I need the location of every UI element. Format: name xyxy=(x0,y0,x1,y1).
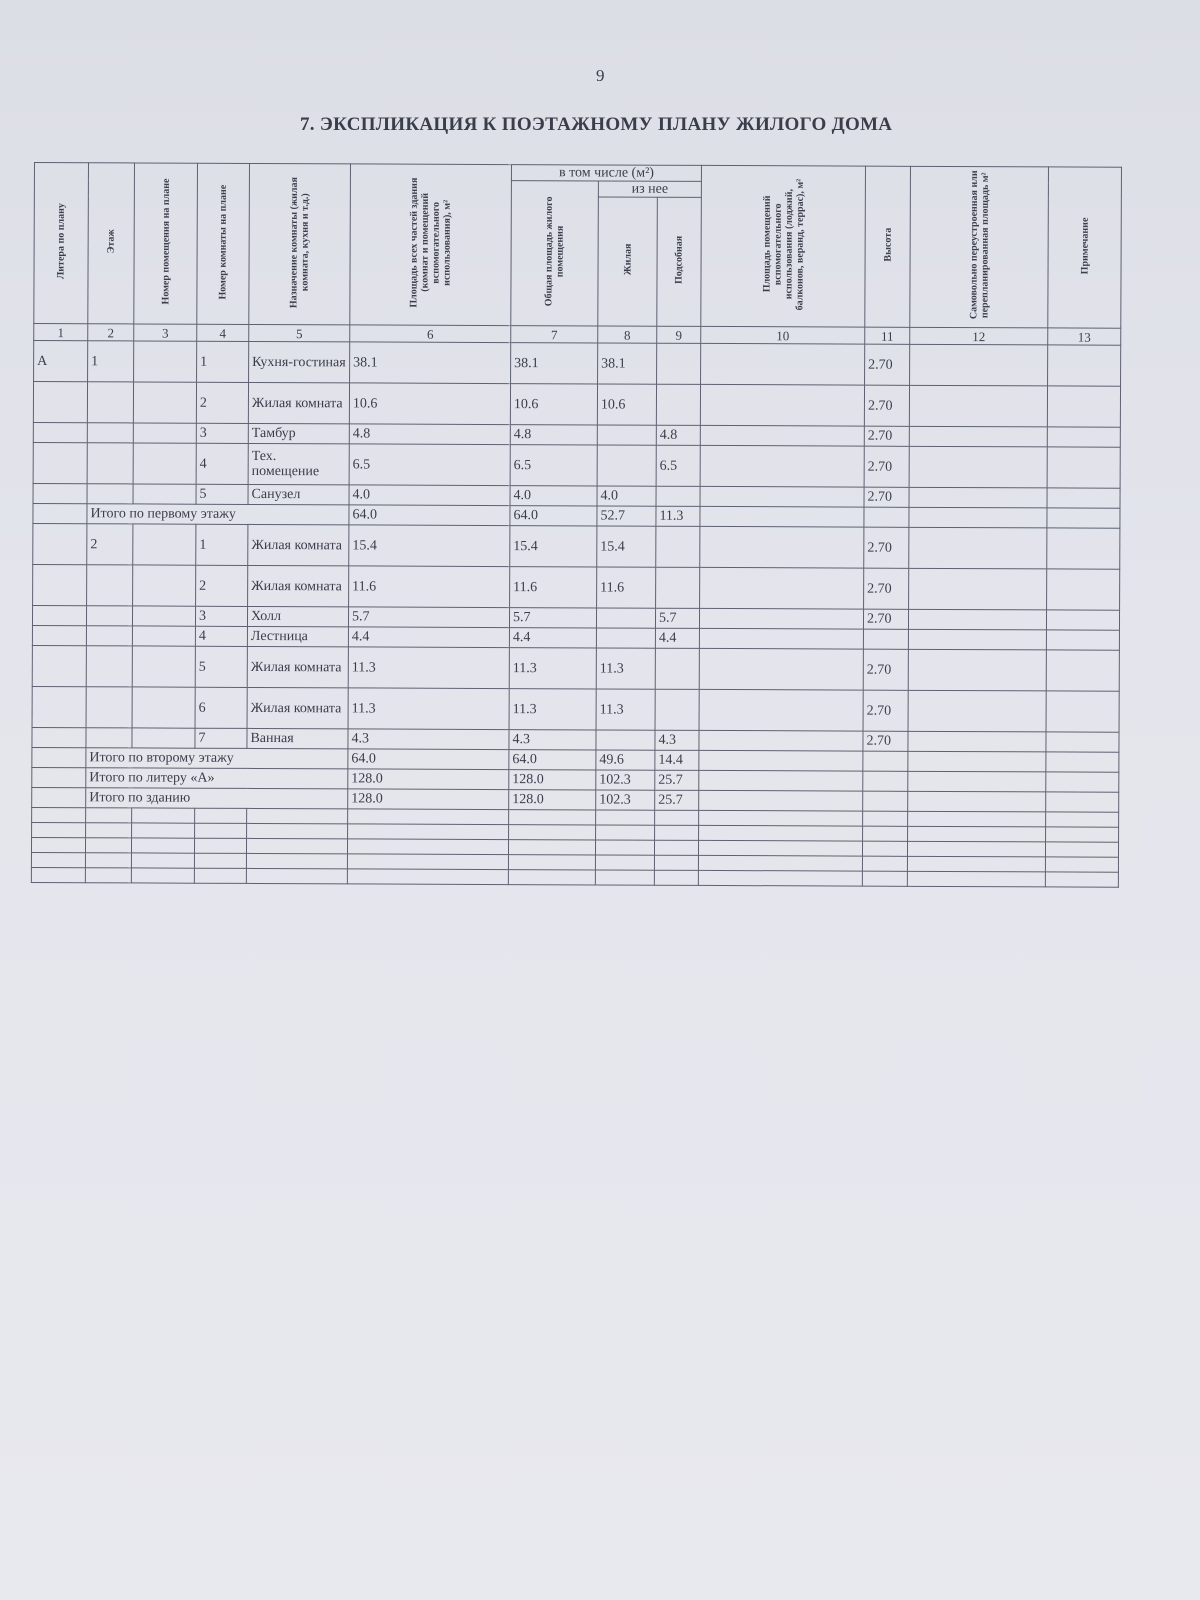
header-liter: Литера по плану xyxy=(34,163,89,324)
table-row: 3 Холл 5.7 5.7 5.7 2.70 xyxy=(32,605,1119,630)
table-row: 2 Жилая комната 10.6 10.6 10.6 2.70 xyxy=(33,382,1120,428)
table-row: А 1 1 Кухня-гостиная 38.1 38.1 38.1 2.70 xyxy=(34,341,1121,387)
header-living: Жилая xyxy=(598,197,658,326)
table-row: 7 Ванная 4.3 4.3 4.3 2.70 xyxy=(32,727,1119,752)
header-unauthorized-area: Самовольно переустроенная или перепланированная площадь м² xyxy=(910,166,1049,328)
explication-table xyxy=(31,162,1122,888)
header-room-number: Номер комнаты на плане xyxy=(197,163,250,324)
table-row: 4 Тех. помещение 6.5 6.5 6.5 2.70 xyxy=(33,442,1120,488)
header-auxiliary-area: Площадь помещений вспомогательного использования (лоджий, балконов, веранд, террас), м² xyxy=(701,165,866,327)
header-room-purpose: Назначение комнаты (жилая комната, кухня и т.д.) xyxy=(249,163,351,324)
table-row: 3 Тамбур 4.8 4.8 4.8 2.70 xyxy=(33,422,1120,447)
header-note: Примечание xyxy=(1048,167,1122,328)
header-group-including: в том числе (м²) xyxy=(511,165,701,182)
table-row: 6 Жилая комната 11.3 11.3 11.3 2.70 xyxy=(32,686,1119,732)
document-title: 7. ЭКСПЛИКАЦИЯ К ПОЭТАЖНОМУ ПЛАНУ ЖИЛОГО ДОМА xyxy=(300,114,893,135)
header-utility: Подсобная xyxy=(657,197,702,326)
total-row-liter: Итого по литеру «А» 128.0 128.0 102.3 25.7 xyxy=(32,767,1119,792)
table-row: 4 Лестница 4.4 4.4 4.4 xyxy=(32,625,1119,650)
header-total-area: Площадь всех частей здания (комнат и помещений вспомогательного использования), м² xyxy=(350,164,512,326)
header-height: Высота xyxy=(865,166,911,327)
table-row: 2 Жилая комната 11.6 11.6 11.6 2.70 xyxy=(33,564,1120,610)
table-row: 5 Жилая комната 11.3 11.3 11.3 2.70 xyxy=(32,645,1119,691)
header-general-area: Общая площадь жилого помещения xyxy=(511,181,599,326)
header-premises-number: Номер помещения на плане xyxy=(134,163,198,324)
page-number: 9 xyxy=(596,66,605,85)
table-row: 2 1 Жилая комната 15.4 15.4 15.4 2.70 xyxy=(33,523,1120,569)
header-floor: Этаж xyxy=(88,163,135,324)
table-row: 5 Санузел 4.0 4.0 4.0 2.70 xyxy=(33,483,1120,508)
subtotal-row-floor2: Итого по второму этажу 64.0 64.0 49.6 14.4 xyxy=(32,747,1119,772)
subtotal-row-floor1: Итого по первому этажу 64.0 64.0 52.7 11.3 xyxy=(33,503,1120,528)
column-numbers-row: 1 2 3 4 5 6 7 8 9 10 11 12 13 xyxy=(34,324,1121,346)
total-row-building: Итого по зданию 128.0 128.0 102.3 25.7 xyxy=(32,787,1119,812)
header-subgroup-of-which: из нее xyxy=(598,181,701,198)
